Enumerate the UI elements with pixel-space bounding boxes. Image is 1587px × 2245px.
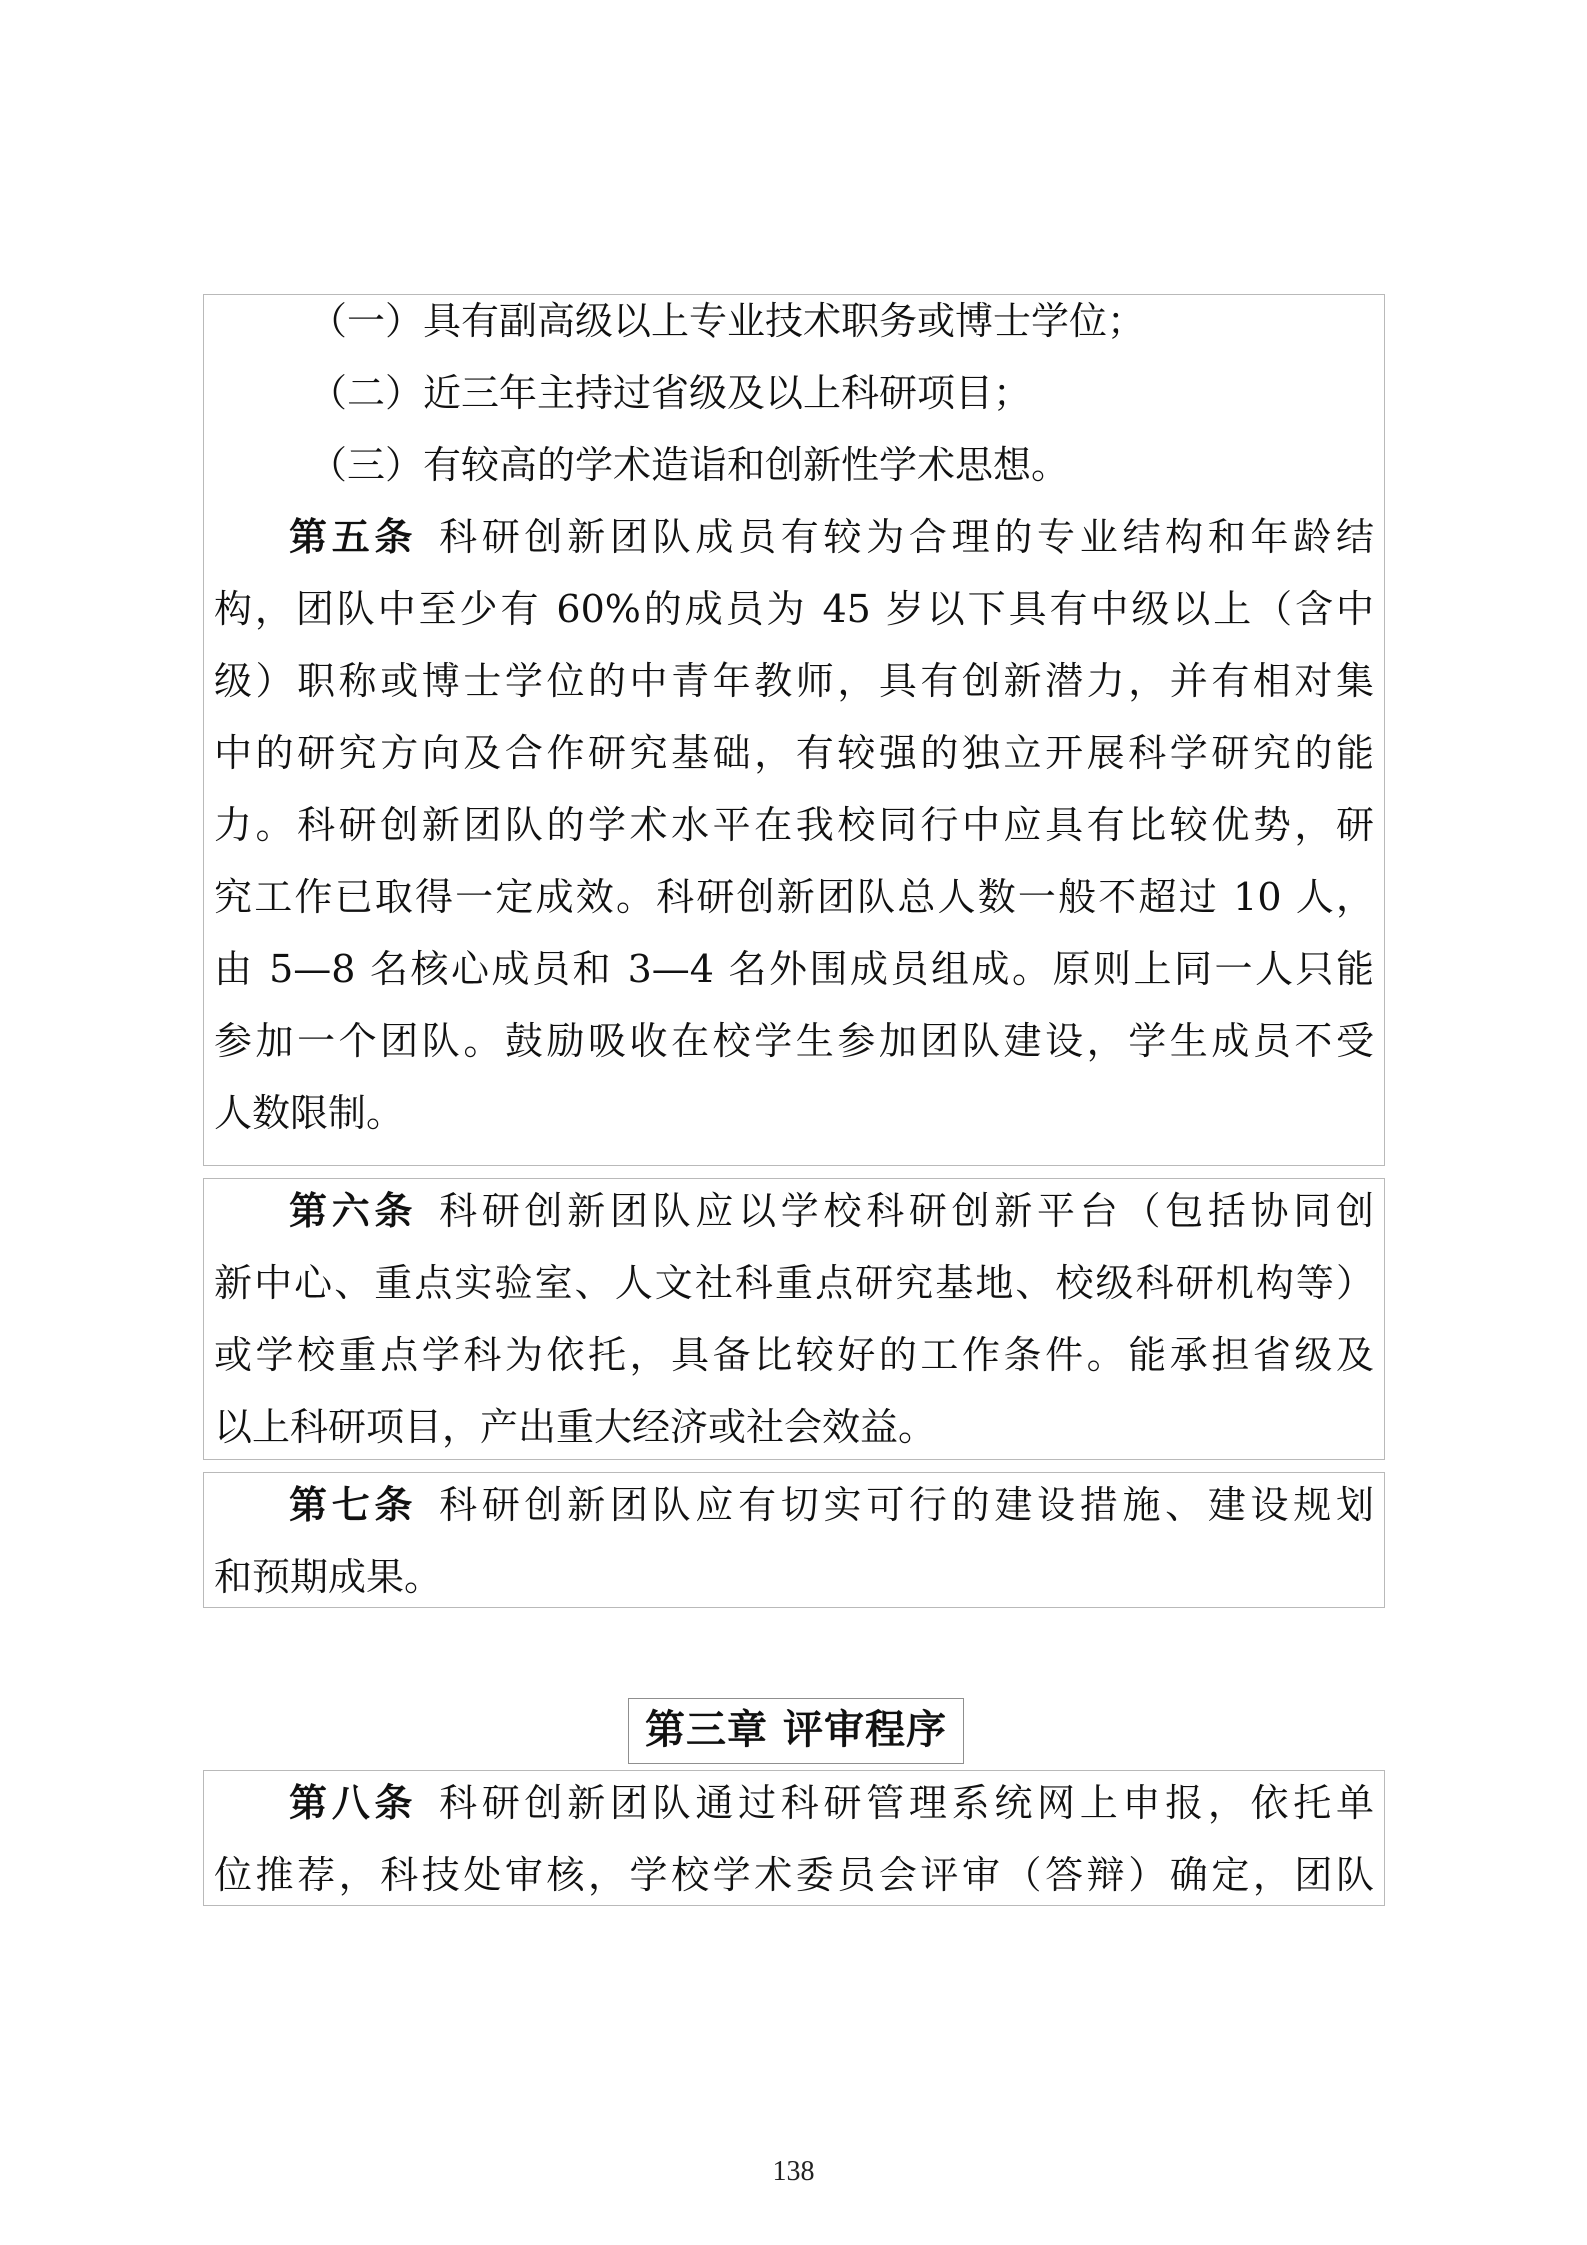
article-5-line-8: 参加一个团队。鼓励吸收在校学生参加团队建设，学生成员不受 <box>214 1019 1374 1063</box>
article-5-line-9: 人数限制。 <box>214 1091 405 1135</box>
article-6-number: 第六条 <box>289 1188 418 1233</box>
article-6-line-4: 以上科研项目，产出重大经济或社会效益。 <box>214 1405 937 1449</box>
article-7-line-2: 和预期成果。 <box>214 1555 443 1599</box>
article-6-line-3: 或学校重点学科为依托，具备比较好的工作条件。能承担省级及 <box>214 1333 1374 1377</box>
article-7-number: 第七条 <box>289 1482 418 1527</box>
chapter-heading: 第三章 评审程序 <box>628 1698 964 1764</box>
article-8-line-2: 位推荐，科技处审核，学校学术委员会评审（答辩）确定，团队 <box>214 1853 1374 1897</box>
article-5-line-2: 构，团队中至少有 60%的成员为 45 岁以下具有中级以上（含中 <box>214 587 1374 631</box>
article-8-line-1: 第八条 科研创新团队通过科研管理系统网上申报，依托单 <box>289 1780 1374 1825</box>
conditions-and-article-5-block <box>203 294 1385 1166</box>
article-5-line-5: 力。科研创新团队的学术水平在我校同行中应具有比较优势，研 <box>214 803 1374 847</box>
article-5-line-6: 究工作已取得一定成效。科研创新团队总人数一般不超过 10 人， <box>214 875 1374 919</box>
item-3: （三）有较高的学术造诣和创新性学术思想。 <box>309 443 1070 487</box>
article-5-line-3: 级）职称或博士学位的中青年教师，具有创新潜力，并有相对集 <box>214 659 1374 703</box>
article-5-line-7: 由 5—8 名核心成员和 3—4 名外围成员组成。原则上同一人只能 <box>214 947 1374 991</box>
article-7-line-1: 第七条 科研创新团队应有切实可行的建设措施、建设规划 <box>289 1482 1374 1527</box>
article-6-block <box>203 1178 1385 1460</box>
item-2: （二）近三年主持过省级及以上科研项目； <box>309 371 1032 415</box>
item-1: （一）具有副高级以上专业技术职务或博士学位； <box>309 299 1146 343</box>
page-number: 138 <box>772 2156 815 2187</box>
article-7-block <box>203 1472 1385 1608</box>
article-8-number: 第八条 <box>289 1780 418 1825</box>
article-5-number: 第五条 <box>289 514 418 559</box>
article-5-line-4: 中的研究方向及合作研究基础，有较强的独立开展科学研究的能 <box>214 731 1374 775</box>
article-6-line-1: 第六条 科研创新团队应以学校科研创新平台（包括协同创 <box>289 1188 1374 1233</box>
article-8-block <box>203 1770 1385 1906</box>
article-5-line-1: 第五条 科研创新团队成员有较为合理的专业结构和年龄结 <box>289 514 1374 559</box>
article-6-line-2: 新中心、重点实验室、人文社科重点研究基地、校级科研机构等） <box>214 1261 1374 1305</box>
